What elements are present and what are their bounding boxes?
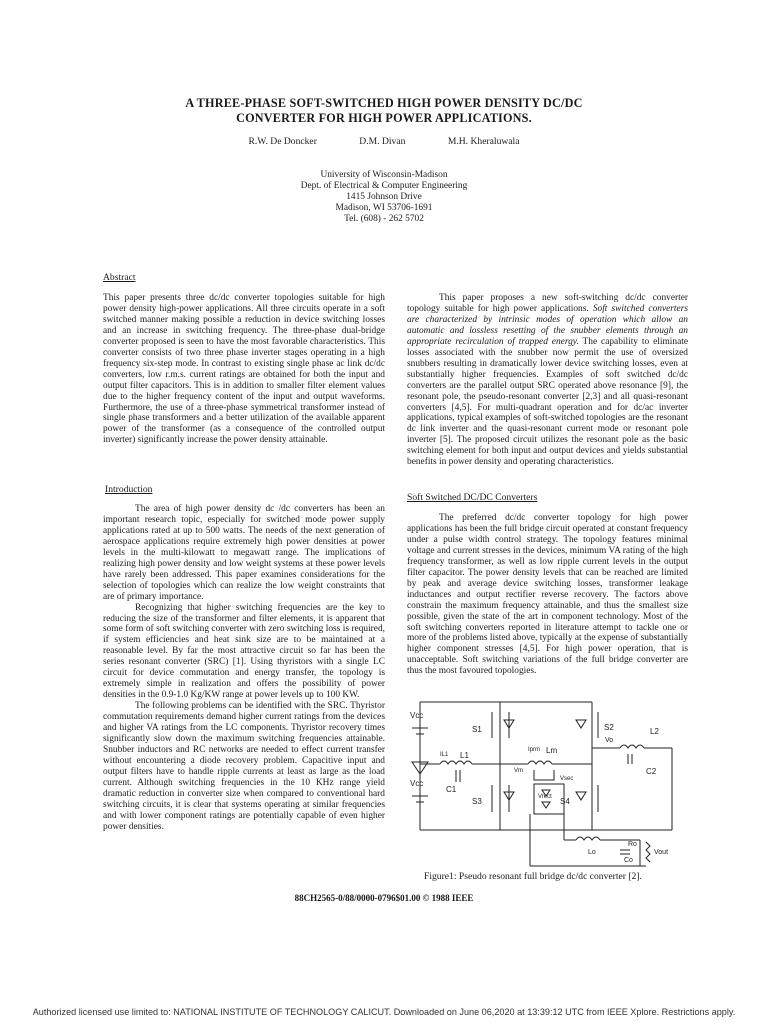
author-2: D.M. Divan — [359, 136, 406, 147]
s4-label: S4 — [560, 797, 570, 806]
author-1: R.W. De Doncker — [248, 136, 317, 147]
affiliation-university: University of Wisconsin-Madison — [320, 170, 448, 180]
author-3: M.H. Kheraluwala — [447, 136, 520, 147]
vsec-label: Vsec — [560, 776, 574, 782]
right-intro-text — [407, 293, 688, 468]
c2-label: C2 — [646, 767, 657, 776]
vo-label: Vo — [605, 737, 614, 744]
vm-label: Vm — [514, 768, 523, 774]
lo-inductor — [576, 837, 600, 840]
right-leg — [500, 702, 598, 830]
abstract-paragraph: This paper presents three dc/dc converter topologies suitable for high power density high-power applications. All three circuits operate in a soft switched manner making possible a reduction in device switching losses and an increase in switching frequency. The three-phase dual-bridge converter proposed is seen to have the most favorable characteristics. This converter consists of two three phase inverter stages operating in a high frequency six-step mode. In contrast to existing single phase ac link dc/dc converters, low r.m.s. current ratings are obtained for both the input and output filter capacitors. This is in addition to smaller filter element values due to the higher frequency content of the input and output waveforms. Furthermore, the use of a three-phase symmetrical transformer instead of single phase transformers and a better utilization of the available apparent power of the transformer (as a consequence of the controlled output inverter) significantly increase the power density attainable. — [103, 293, 385, 446]
affiliation-street: 1415 Johnson Drive — [346, 192, 422, 202]
il1-label: IL1 — [440, 752, 449, 758]
co-label: Co — [624, 857, 633, 864]
introduction-text — [103, 504, 385, 833]
right-intro-part-a: This paper proposes a new soft-switching dc/dc converter topology suitable for high power applications. — [407, 293, 688, 314]
soft-switched-paragraph: The preferred dc/dc converter topology for high power applications has been the full bridge circuit operated at constant frequency under a pulse width control strategy. The topology features minimal voltage and current stresses in the devices, minimum VA rating of the high frequency transformer, as well as low ripple current levels in the output filter capacitor. The power density levels that can be reached are limited by peak and average device switching losses, transformer leakage inductances and output rectifier reverse recovery. The factors above constrain the maximum frequency attainable, and thus the smallest size possible, given the state of the art in component technology. Most of the soft switching converters reported in literature attempt to tackle one or more of the problems listed above, typically at the expense of substantially higher component stresses [4,5]. For high power operation, that is unacceptable. Soft switching variations of the full bridge converter are thus the most favoured topologies. — [407, 513, 688, 677]
intro-paragraph-3: The following problems can be identified with the SRC. Thyristor commutation requirements demand higher current ratings from the devices and higher VA ratings from the LC components. Thyristor recovery times significantly slow down the maximum switching frequencies attainable. Snubber inductors and RC networks are needed to effect current transfer without encountering a diode recovery problem. Capacitive input and output filters have to handle ripple currents at least as large as the load current. Although switching frequencies in the 10 KHz range yield dramatic reduction in converter size when compared to conventional hard switching circuits, it is clear that systems operating at similar frequencies and with lower component ratings are potentially capable of even higher power densities. — [103, 701, 385, 832]
lm-label: Lm — [546, 746, 558, 755]
s1-label: S1 — [472, 725, 482, 734]
intro-paragraph-1: The area of high power density dc /dc converters has been an important research topic, especially for switched mode power supply applications rated at up to 500 watts. The needs of the next generation of aerospace applications require extremely high power densities at power levels in the multi-kilowatt to megawatt range. The implications of realizing high power density and low weight systems at these power levels have rarely been addressed. This paper examines considerations for the selection of topologies which can realize the low weight constraints that are of primary importance. — [103, 504, 385, 602]
introduction-heading: Introduction — [105, 484, 153, 495]
c1-label: C1 — [446, 785, 457, 794]
affiliation-phone: Tel. (608) - 262 5702 — [344, 214, 424, 224]
right-intro-paragraph — [407, 293, 688, 468]
title-line-1: A THREE-PHASE SOFT-SWITCHED HIGH POWER DENSITY DC/DC — [185, 96, 583, 110]
figure-caption: Figure1: Pseudo resonant full bridge dc/dc converter [2]. — [424, 871, 642, 882]
input-supply — [412, 702, 500, 830]
intro-paragraph-2: Recognizing that higher switching frequencies are the key to reducing the size of the transformer and filter elements, it is apparent that some form of soft switching converter with zero switching loss is required, if system efficiencies and heat sink size are to be maintained at a reasonable level. By far the most attractive circuit so far has been the series resonant converter (SRC) [1]. Using thyristors with a single LC circuit for device commutation and energy transfer, the topology is extremely simple in realization and offers the possibility of power densities in the 0.9-1.0 Kg/KW range at power levels up to 100 KW. — [103, 602, 385, 701]
affiliation — [0, 170, 768, 225]
title-line-2: CONVERTER FOR HIGH POWER APPLICATIONS. — [236, 111, 532, 125]
s2-label: S2 — [604, 723, 614, 732]
right-intro-part-b: The capability to eliminate losses associated with the snubber now permit the use of oversized snubbers resulting in dramatically lower device switching losses, even at substantially higher frequencies. Examples of soft switched dc/dc converters are the parallel output SRC operated above resonance [9], the resonant pole, the pseudo-resonant converter [2,3] and all quasi-resonant converters [4,5]. For multi-quadrant operation and for dc/ac inverter applications, typical examples of soft-switched topologies are the resonant dc link inverter and the quasi-resonant current mode or resonant pole inverter [5]. The proposed circuit utilizes the resonant pole as the basic switching element for both input and output devices and yields substantial benefits in power density and operating characteristics. — [407, 336, 688, 468]
lo-label: Lo — [588, 849, 596, 856]
soft-switched-text — [407, 513, 688, 677]
l2-inductor — [620, 745, 644, 748]
soft-switched-heading: Soft Switched DC/DC Converters — [407, 492, 538, 503]
paper-title — [0, 96, 768, 126]
transformer — [500, 761, 560, 780]
ro-resistor — [646, 842, 650, 862]
iprm-label: Iprm — [528, 747, 540, 753]
affiliation-city: Madison, WI 53706-1691 — [335, 203, 433, 213]
lm-inductor — [528, 761, 552, 764]
ro-label: Ro — [628, 841, 637, 848]
vout-label: Vout — [654, 849, 669, 856]
vcc-top-label: Vcc — [410, 711, 424, 720]
copyright-code: 88CH2565-0/88/0000-0796$01.00 © 1988 IEEE — [294, 893, 474, 903]
l2-label: L2 — [650, 727, 659, 736]
license-notice: Authorized licensed use limited to: NATIONAL INSTITUTE OF TECHNOLOGY CALICUT. Downloaded on June 06,2020 at 13:39:12 UTC from IEEE Xplore. Restrictions apply. — [32, 1007, 736, 1017]
abstract-heading: Abstract — [103, 272, 136, 283]
author-list — [0, 136, 768, 147]
l1-label: L1 — [460, 751, 469, 760]
vrect-label: Vrect — [538, 794, 552, 800]
right-intro-italic: Soft switched converters are characterized by intrinsic modes of operation which allow an automatic and lossless resetting of the snubber elements through an appropriate recirculation of trapped energy. — [407, 303, 688, 347]
affiliation-department: Dept. of Electrical & Computer Engineering — [300, 181, 468, 191]
circuit-schematic — [410, 690, 680, 868]
abstract-text — [103, 293, 385, 446]
left-leg — [492, 702, 514, 830]
s3-label: S3 — [472, 797, 482, 806]
l1-inductor — [440, 761, 472, 764]
vcc-bottom-label: Vcc — [410, 779, 424, 788]
